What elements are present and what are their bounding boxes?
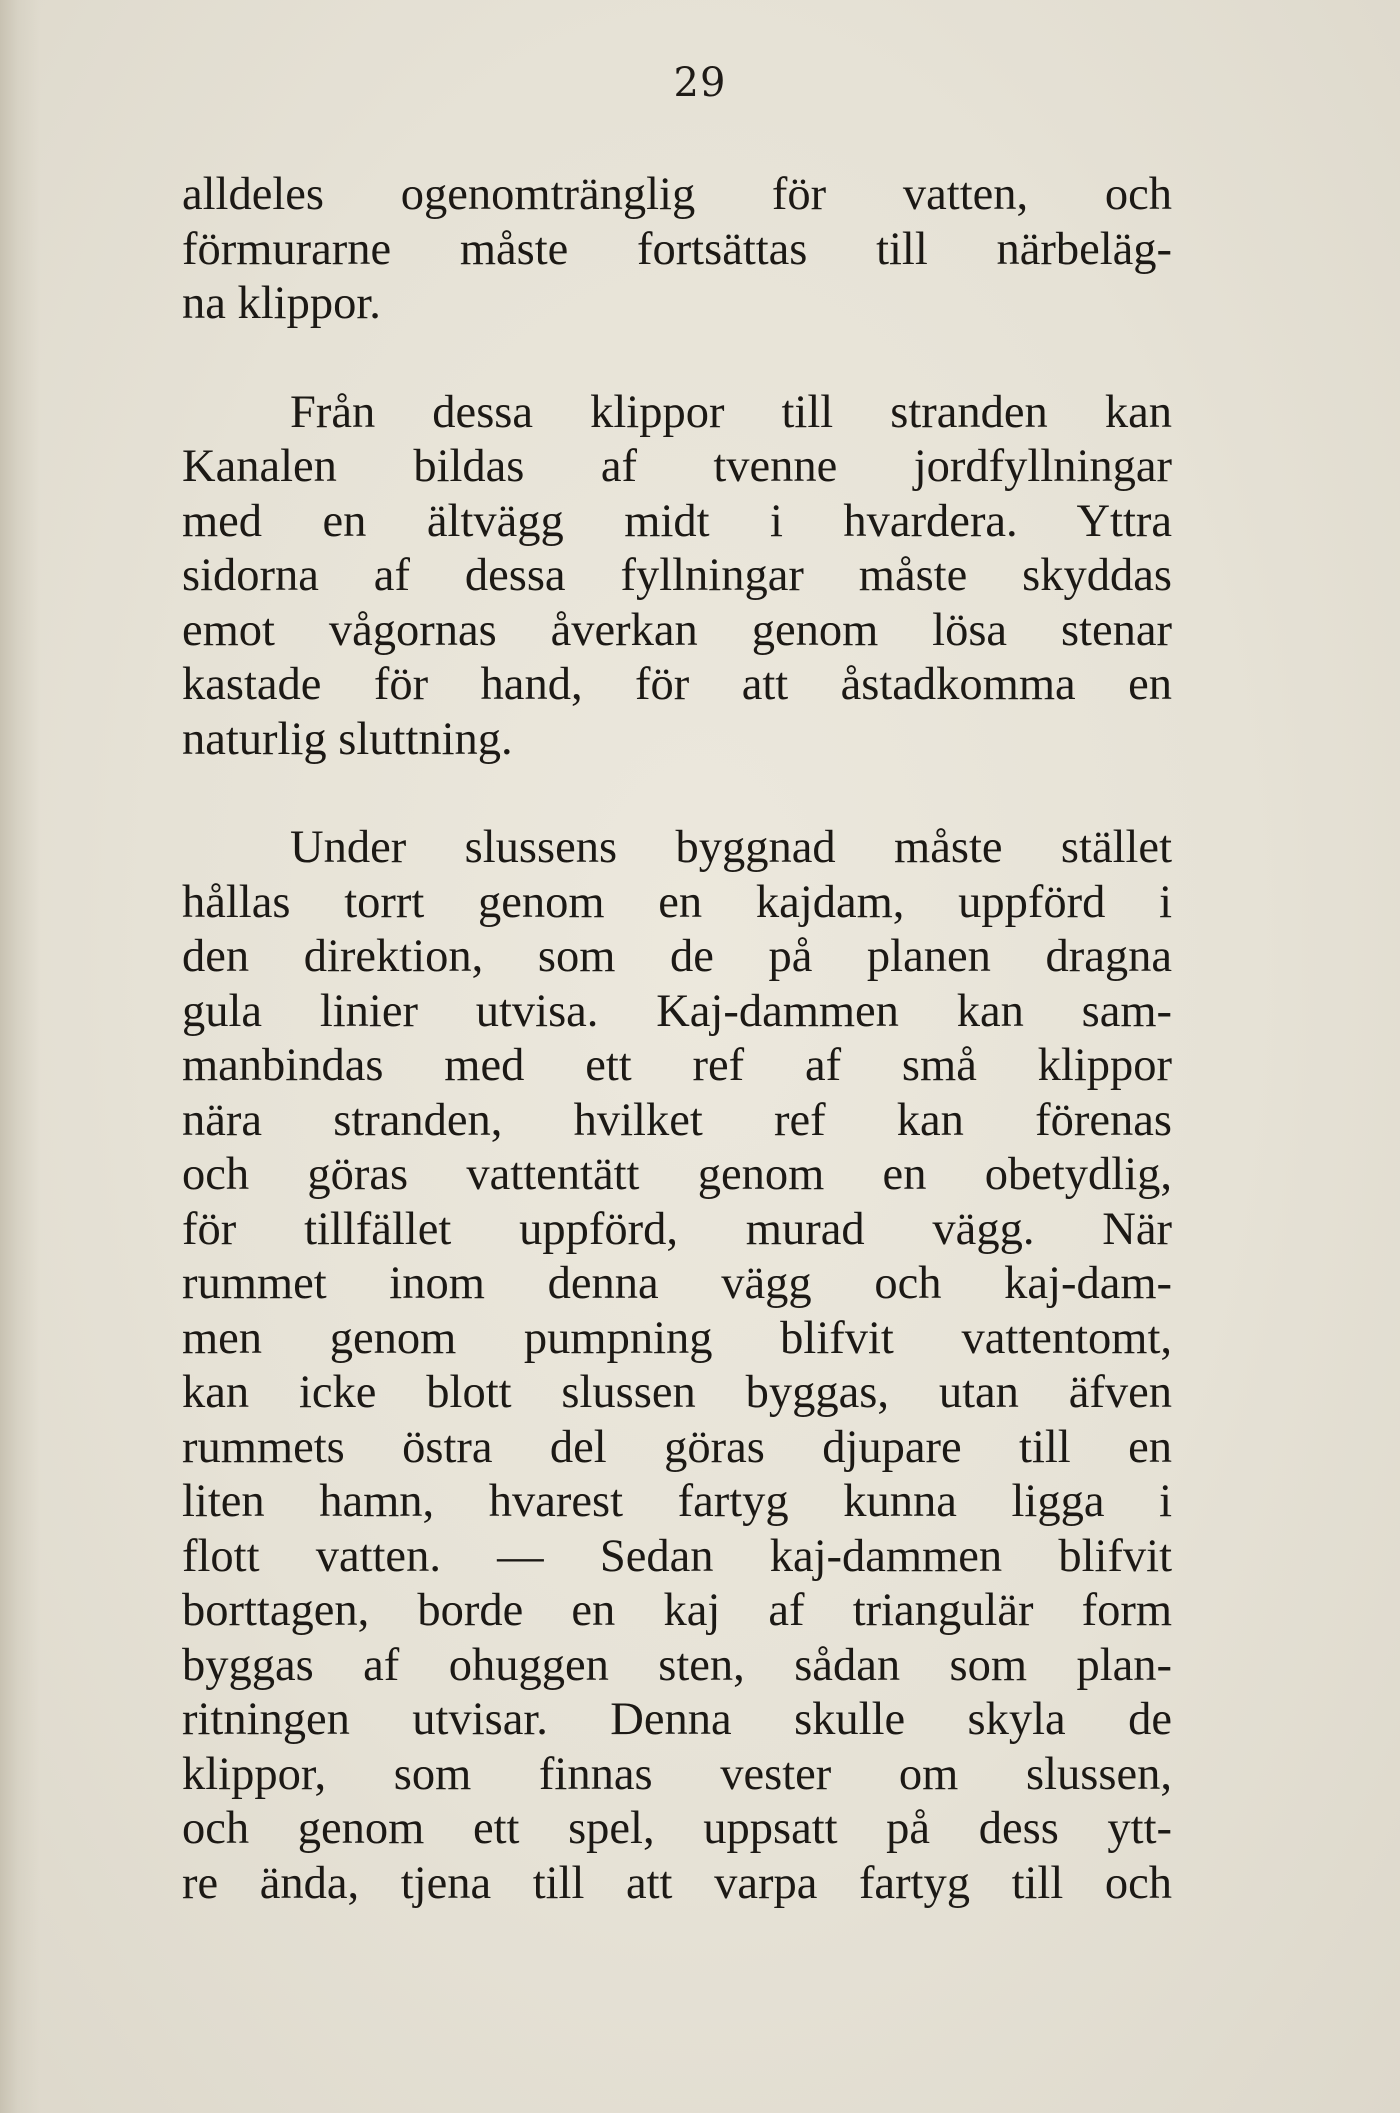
text-line: na klippor.	[182, 278, 381, 329]
text-line: kan icke blott slussen byggas, utan äfven	[182, 1367, 1172, 1418]
text-line: för tillfället uppförd, murad vägg. När	[182, 1203, 1172, 1255]
text-line: hållas torrt genom en kajdam, uppförd i	[182, 876, 1172, 928]
text-line: ritningen utvisar. Denna skulle skyla de	[182, 1694, 1172, 1745]
text-line: och göras vattentätt genom en obetydlig,	[182, 1149, 1172, 1200]
text-line: klippor, som finnas vester om slussen,	[182, 1748, 1172, 1800]
text-line: manbindas med ett ref af små klippor	[182, 1040, 1172, 1091]
text-line: kastade för hand, för att åstadkomma en	[182, 659, 1172, 710]
text-line: men genom pumpning blifvit vattentomt,	[182, 1312, 1172, 1364]
text-line: Från dessa klippor till stranden kan	[290, 386, 1172, 438]
paragraph-1	[182, 168, 1172, 332]
binding-shadow	[0, 0, 40, 2113]
paragraph-2	[182, 386, 1172, 768]
body-text	[182, 168, 1172, 1911]
text-line: borttagen, borde en kaj af triangulär form	[182, 1585, 1172, 1636]
text-line: rummets östra del göras djupare till en	[182, 1421, 1172, 1473]
text-line: förmurarne måste fortsättas till närbeläg-	[182, 223, 1172, 275]
text-line: sidorna af dessa fyllningar måste skyddas	[182, 550, 1172, 601]
text-line: re ända, tjena till att varpa fartyg till och	[182, 1857, 1172, 1909]
text-line: och genom ett spel, uppsatt på dess ytt-	[182, 1803, 1172, 1854]
text-line: byggas af ohuggen sten, sådan som plan-	[182, 1639, 1172, 1691]
text-line: alldeles ogenomtränglig för vatten, och	[182, 169, 1172, 220]
text-line: Under slussens byggnad måste stället	[290, 822, 1172, 873]
text-line: emot vågornas åverkan genom lösa stenar	[182, 604, 1172, 656]
text-line: naturlig sluttning.	[182, 713, 513, 765]
text-line: rummet inom denna vägg och kaj-dam-	[182, 1258, 1172, 1309]
text-line: den direktion, som de på planen dragna	[182, 931, 1172, 982]
page-number: 29	[673, 60, 727, 106]
text-line: med en ältvägg midt i hvardera. Yttra	[182, 495, 1172, 547]
text-line: liten hamn, hvarest fartyg kunna ligga i	[182, 1476, 1172, 1527]
text-line: Kanalen bildas af tvenne jordfyllningar	[182, 441, 1172, 492]
paragraph-3	[182, 821, 1172, 1911]
text-line: nära stranden, hvilket ref kan förenas	[182, 1094, 1172, 1146]
text-line: gula linier utvisa. Kaj-dammen kan sam-	[182, 985, 1172, 1037]
text-line: flott vatten. — Sedan kaj-dammen blifvit	[182, 1530, 1172, 1582]
